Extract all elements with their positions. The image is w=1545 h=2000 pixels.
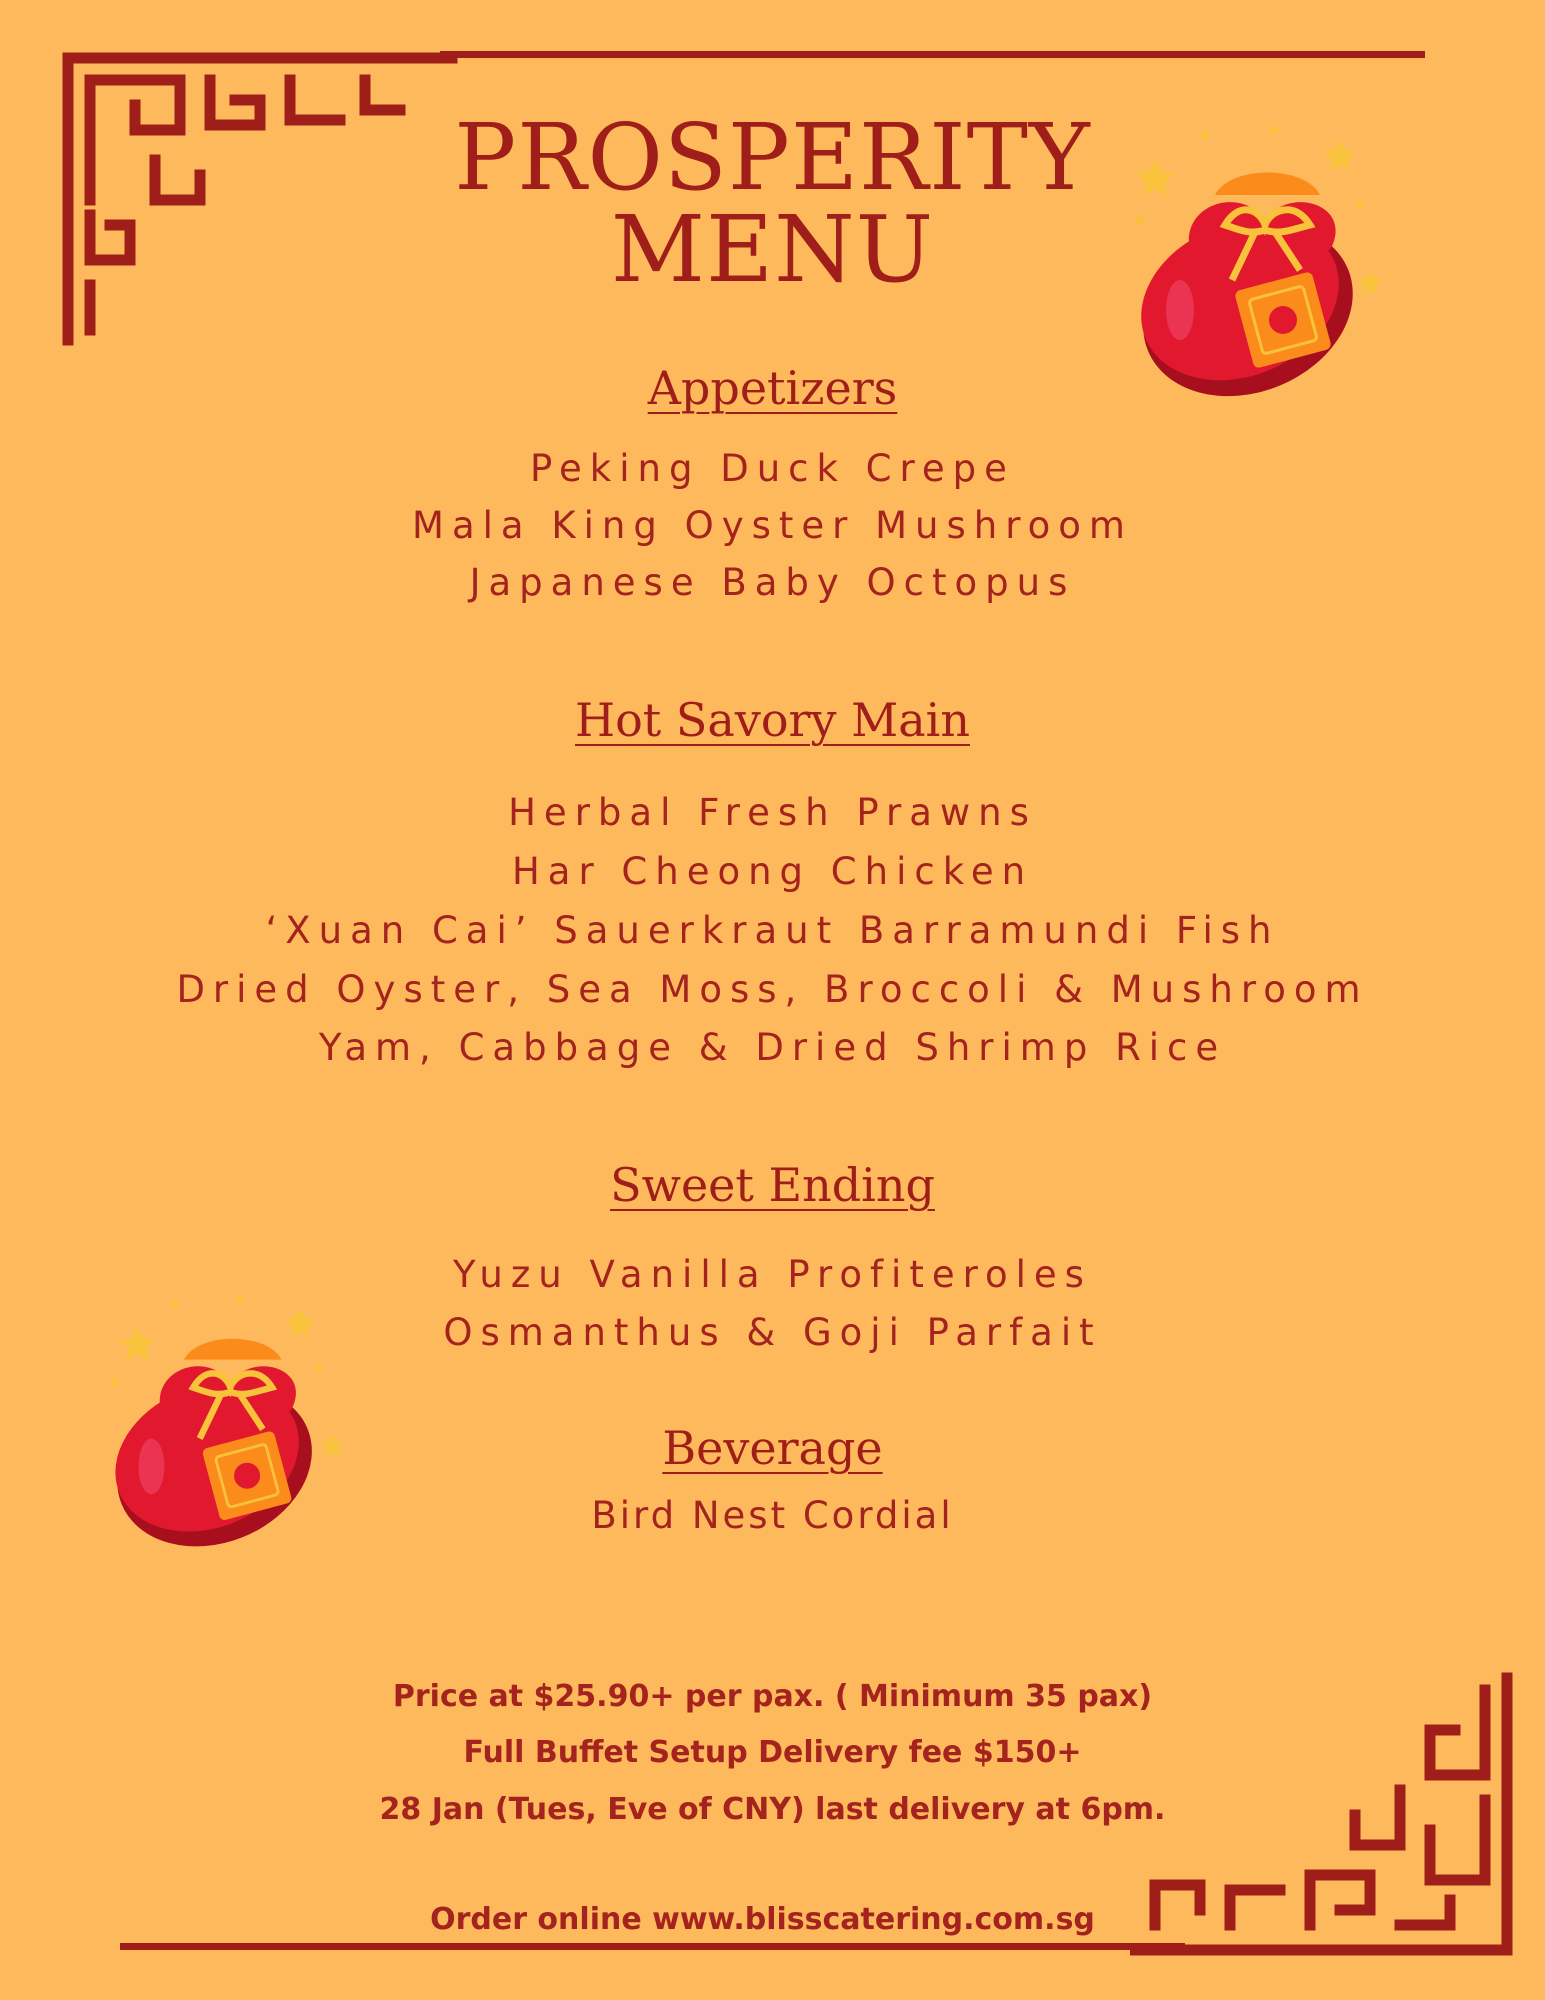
price-info: Price at $25.90+ per pax. ( Minimum 35 pax)	[392, 1679, 1153, 1714]
menu-item: Yam, Cabbage & Dried Shrimp Rice	[318, 1026, 1227, 1069]
section-heading-beverage: Beverage	[662, 1421, 883, 1475]
menu-item: Har Cheong Chicken	[511, 850, 1034, 893]
menu-item: ‘Xuan Cai’ Sauerkraut Barramundi Fish	[265, 909, 1280, 952]
menu-item: Bird Nest Cordial	[591, 1494, 954, 1537]
last-delivery-info: 28 Jan (Tues, Eve of CNY) last delivery at 6pm.	[379, 1792, 1166, 1827]
delivery-fee-info: Full Buffet Setup Delivery fee $150+	[463, 1735, 1082, 1770]
order-online-link[interactable]: Order online www.blisscatering.com.sg	[430, 1902, 1095, 1937]
section-heading-hot-savory-main: Hot Savory Main	[575, 693, 970, 747]
menu-item: Yuzu Vanilla Profiteroles	[453, 1253, 1092, 1296]
section-heading-sweet-ending: Sweet Ending	[610, 1158, 935, 1212]
menu-item: Japanese Baby Octopus	[469, 561, 1076, 604]
menu-item: Mala King Oyster Mushroom	[412, 504, 1133, 547]
section-heading-appetizers: Appetizers	[647, 361, 898, 415]
menu-item: Osmanthus & Goji Parfait	[443, 1311, 1102, 1354]
page-title-line-1: PROSPERITY	[454, 104, 1091, 211]
menu-item: Dried Oyster, Sea Moss, Broccoli & Mushroom	[176, 968, 1369, 1011]
page-title-line-2: MENU	[610, 196, 935, 303]
menu-item: Peking Duck Crepe	[530, 447, 1015, 490]
menu-item: Herbal Fresh Prawns	[508, 791, 1037, 834]
top-rule	[440, 51, 1425, 58]
